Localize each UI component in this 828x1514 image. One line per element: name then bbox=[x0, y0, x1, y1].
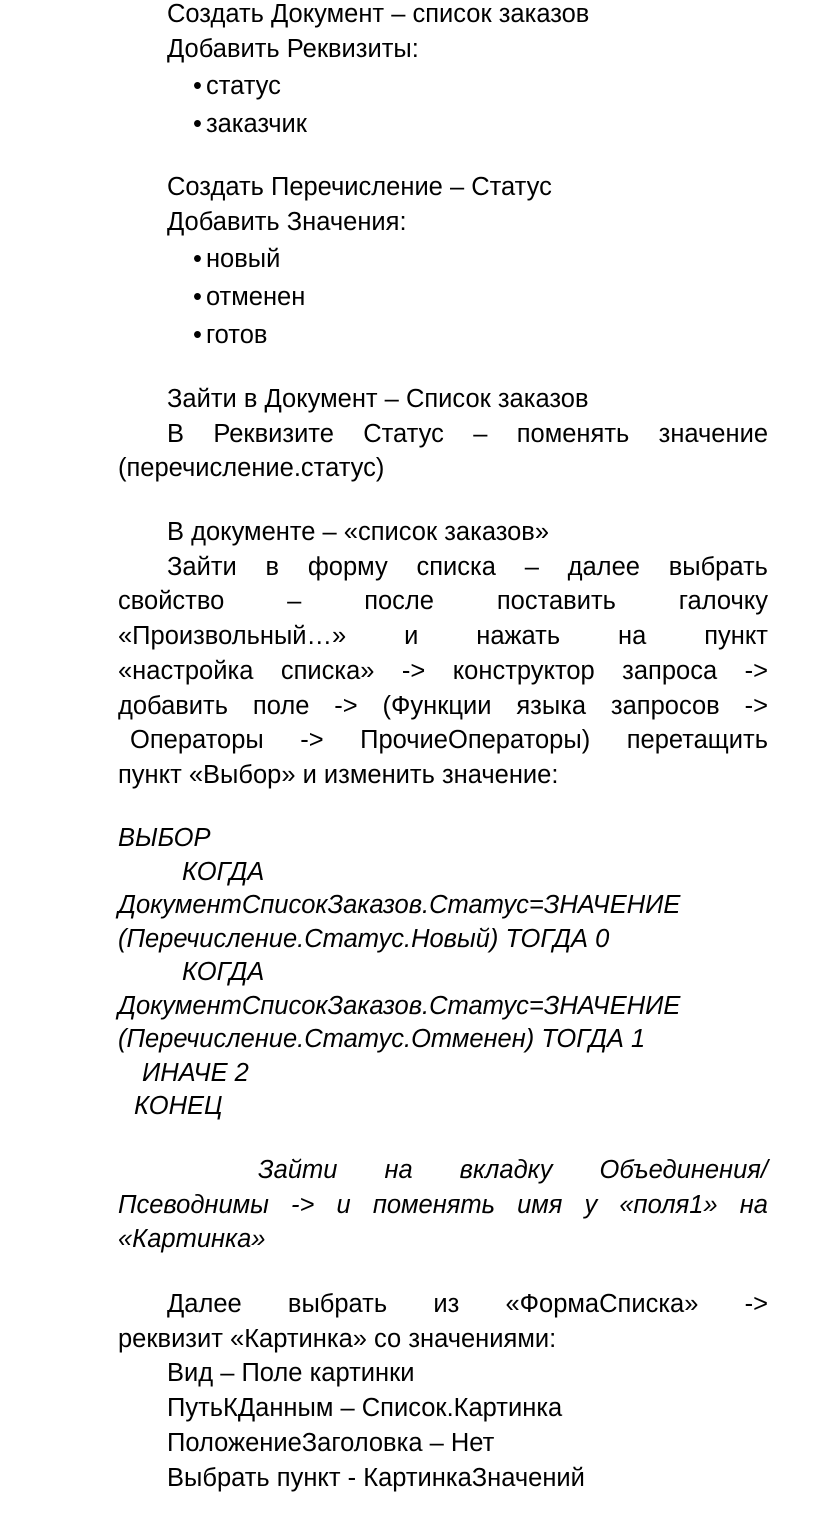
section-picture-attribute bbox=[118, 1287, 768, 1495]
text-line: Добавить Реквизиты: bbox=[167, 34, 419, 63]
section-list-form bbox=[118, 515, 768, 793]
section-create-enum bbox=[118, 170, 768, 353]
code-block bbox=[118, 822, 768, 1124]
justified-line: Зайти в форму списка – далее выбрать bbox=[167, 552, 768, 581]
text-line: (перечисление.статус) bbox=[118, 454, 385, 483]
justified-line: Операторы -> ПрочиеОператоры) перетащить bbox=[130, 726, 768, 755]
text-line: Вид – Поле картинки bbox=[167, 1359, 415, 1388]
code-line: ДокументСписокЗаказов.Статус=ЗНАЧЕНИЕ bbox=[118, 991, 681, 1020]
code-line: КОГДА bbox=[182, 857, 265, 886]
code-line: ДокументСписокЗаказов.Статус=ЗНАЧЕНИЕ bbox=[118, 891, 681, 919]
list-item: • новый bbox=[193, 245, 281, 274]
section-aliases bbox=[118, 1153, 768, 1257]
list-item: • статус bbox=[193, 72, 281, 101]
text-line: ПоложениеЗаголовка – Нет bbox=[167, 1428, 495, 1457]
code-line: ИНАЧЕ 2 bbox=[142, 1058, 249, 1087]
text-line: «Картинка» bbox=[118, 1225, 266, 1254]
text-line: ПутьКДанным – Список.Картинка bbox=[167, 1394, 563, 1423]
justified-line: «настройка списка» -> конструктор запроса -> bbox=[118, 656, 768, 685]
section-open-document bbox=[118, 382, 768, 486]
justified-line: свойство – после поставить галочку bbox=[118, 587, 768, 616]
text-line: Зайти в Документ – Список заказов bbox=[167, 385, 589, 413]
list-item: • отменен bbox=[193, 283, 306, 312]
text-line: пункт «Выбор» и изменить значение: bbox=[118, 760, 559, 789]
text-line: Создать Документ – список заказов bbox=[167, 0, 590, 28]
text-line: Добавить Значения: bbox=[167, 207, 407, 236]
justified-line: Далее выбрать из «ФормаСписка» -> bbox=[167, 1290, 768, 1318]
text-line: В документе – «список заказов» bbox=[167, 518, 550, 546]
code-line: КОГДА bbox=[182, 958, 265, 986]
code-line: КОНЕЦ bbox=[134, 1092, 223, 1120]
list-item: • заказчик bbox=[193, 110, 307, 139]
justified-line: Зайти на вкладку Объединения/ bbox=[258, 1156, 768, 1184]
code-line: (Перечисление.Статус.Отменен) ТОГДА 1 bbox=[118, 1025, 646, 1053]
section-create-document bbox=[118, 0, 768, 142]
text-line: Создать Перечисление – Статус bbox=[167, 173, 552, 201]
code-line: (Перечисление.Статус.Новый) ТОГДА 0 bbox=[118, 924, 610, 953]
justified-line: В Реквизите Статус – поменять значение bbox=[167, 419, 768, 448]
list-item: • готов bbox=[193, 320, 268, 349]
justified-line: добавить поле -> (Функции языка запросов -> bbox=[118, 691, 768, 720]
justified-line: Псеводнимы -> и поменять имя у «поля1» на bbox=[118, 1190, 768, 1219]
text-line: реквизит «Картинка» со значениями: bbox=[118, 1324, 557, 1353]
justified-line: «Произвольный…» и нажать на пункт bbox=[118, 622, 768, 651]
code-line: ВЫБОР bbox=[118, 824, 211, 852]
text-line: Выбрать пункт - КартинкаЗначений bbox=[167, 1463, 585, 1492]
